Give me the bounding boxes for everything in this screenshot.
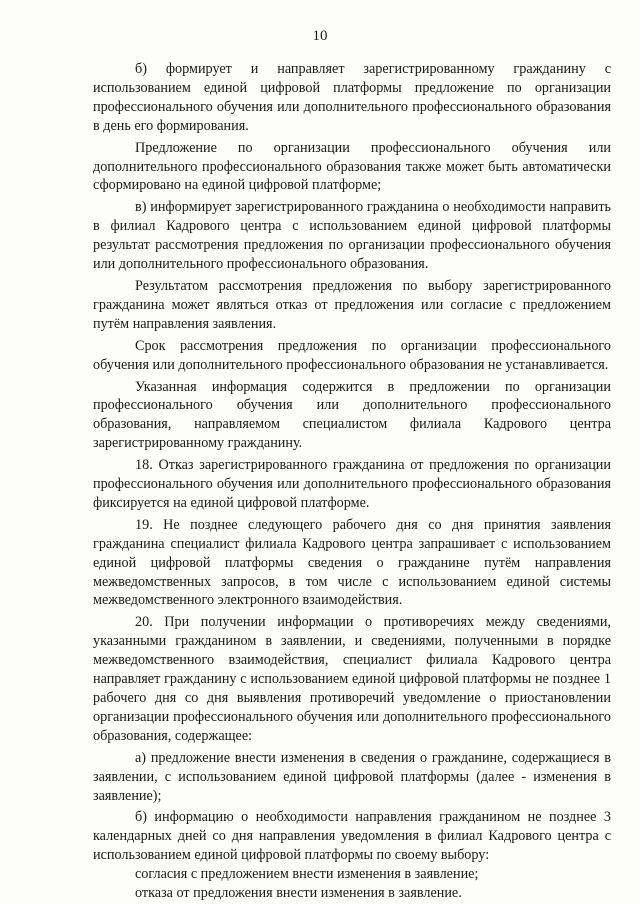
paragraph-17b: б) формирует и направляет зарегистрированному гражданину с использованием единой цифровой платформы предложение по организации профессионального обучения или дополнительного профессионального образования в день его формирования. [93, 61, 611, 134]
paragraph-18: 18. Отказ зарегистрированного гражданина от предложения по организации профессионального обучения или дополнительного профессионального образования фиксируется на единой цифровой платформе. [93, 457, 611, 511]
paragraph-info: Указанная информация содержится в предложении по организации профессионального обучения или дополнительного профессионального образования, направляемом специалистом филиала Кадрового центра зарегистрированному гражданину. [93, 378, 611, 452]
page-number: 10 [312, 28, 328, 44]
paragraph-term: Срок рассмотрения предложения по организации профессионального обучения или дополнительного профессионального образования не устанавливается. [93, 337, 611, 373]
option-refusal: отказа от предложения внести изменения в заявление. [135, 885, 462, 902]
option-consent: согласия с предложением внести изменения в заявление; [135, 866, 479, 883]
document-body [93, 60, 611, 903]
paragraph-20a: а) предложение внести изменения в сведения о гражданине, содержащиеся в заявлении, с использованием единой цифровой платформы (далее - изменения в заявление); [93, 749, 611, 804]
paragraph-result: Результатом рассмотрения предложения по выбору зарегистрированного гражданина может являться отказ от предложения или согласие с предложением путём направления заявления. [93, 277, 611, 332]
paragraph-20b: б) информацию о необходимости направления гражданином не позднее 3 календарных дней со дня направления уведомления в филиал Кадрового центра с использованием единой цифровой платформы по своему выбору: [93, 809, 611, 864]
paragraph-19: 19. Не позднее следующего рабочего дня со дня принятия заявления гражданина специалист филиала Кадрового центра запрашивает с использованием единой цифровой платформы сведения о гражданине путём направления межведомственных запросов, в том числе с использованием единой системы межведомственного электронного взаимодействия. [93, 516, 611, 609]
paragraph-auto-formed: Предложение по организации профессионального обучения или дополнительного профессионального образования также может быть автоматически сформировано на единой цифровой платформе; [93, 139, 611, 194]
paragraph-20: 20. При получении информации о противоречиях между сведениями, указанными гражданином в заявлении, и сведениями, полученными в порядке межведомственного взаимодействия, специалист филиала Кадрового центра направляет гражданину с использованием единой цифровой платформы не позднее 1 рабочего дня со дня выявления противоречий уведомление о приостановлении организации профессионального обучения или дополнительного профессионального образования, содержащее: [93, 614, 611, 744]
paragraph-17v: в) информирует зарегистрированного гражданина о необходимости направить в филиал Кадрового центра с использованием единой цифровой платформы результат рассмотрения предложения по организации профессионального обучения или дополнительного профессионального образования. [93, 199, 611, 273]
